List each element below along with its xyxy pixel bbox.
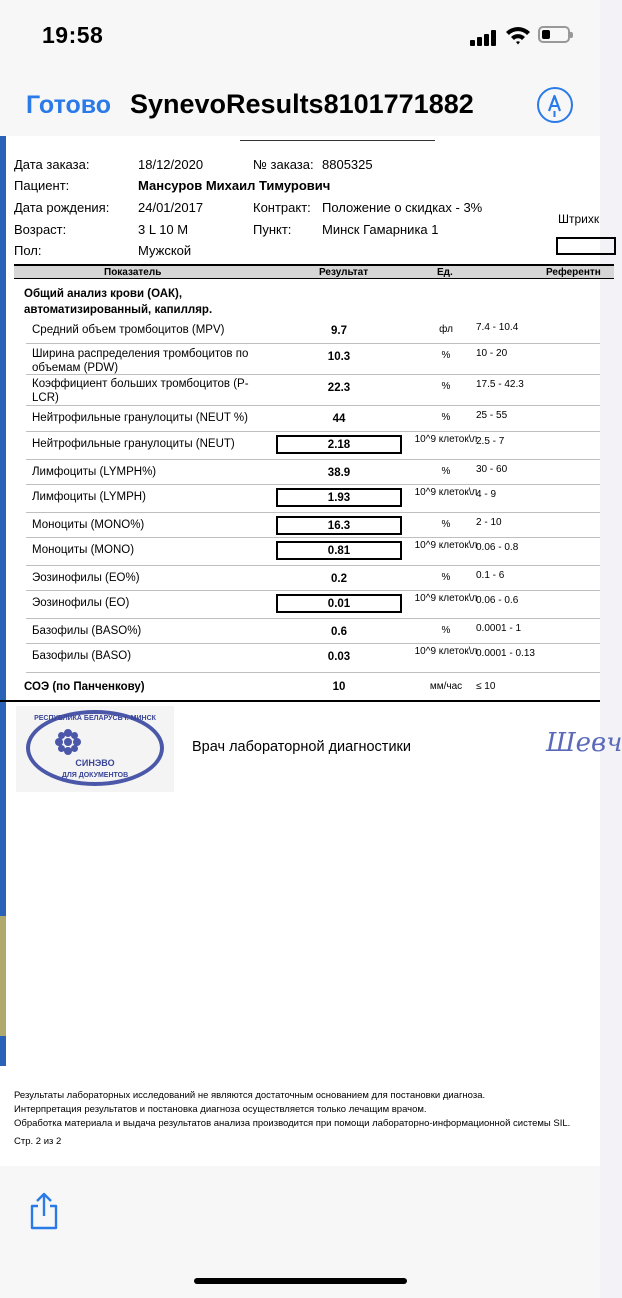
row-unit: % [441,412,451,423]
document-title: SynevoResults8101771882 [130,89,474,119]
row-result: 16.3 [327,520,351,532]
row-result: 0.01 [327,598,351,610]
order-date-label: Дата заказа: [14,157,90,172]
share-icon[interactable] [26,1191,62,1231]
stamp-center-text: СИНЭВО [75,758,115,768]
row-name: Коэффициент больших тромбоцитов (P-LCR) [32,378,249,404]
header-indicator: Показатель [104,267,162,278]
row-unit: % [441,381,451,392]
wifi-icon [505,25,531,45]
row-name: Нейтрофильные гранулоциты (NEUT) [32,438,235,450]
sex: Мужской [138,243,192,258]
row-reference: 0.06 - 0.6 [476,595,519,606]
row-reference: 0.1 - 6 [476,570,505,581]
bottom-toolbar [0,1166,600,1298]
row-reference: 4 - 9 [476,489,497,500]
table-row [26,618,600,644]
contract-label: Контракт: [253,200,311,215]
table-row [26,405,600,432]
group-title-line-1: Общий анализ крови (ОАК), [24,288,183,300]
soe-reference: ≤ 10 [476,681,496,692]
row-reference: 10 - 20 [476,348,508,359]
patient-label: Пациент: [14,178,70,193]
table-row [26,374,600,406]
row-name: Моноциты (MONO) [32,544,135,556]
barcode-label: Штрихк [558,212,600,226]
home-indicator[interactable] [194,1278,407,1284]
table-row [26,431,600,460]
row-unit: % [441,519,451,530]
row-reference: 17.5 - 42.3 [476,379,524,390]
soe-name: СОЭ (по Панченкову) [24,681,145,693]
point-label: Пункт: [253,222,292,237]
row-unit: % [441,350,451,361]
row-name: Лимфоциты (LYMPH%) [32,466,157,478]
status-time: 19:58 [42,22,104,48]
row-reference: 25 - 55 [476,410,508,421]
barcode [556,237,616,255]
pdf-document[interactable] [0,136,622,1166]
row-result: 44 [332,413,346,425]
row-name: Базофилы (BASO%) [32,625,142,637]
row-reference: 2 - 10 [476,517,502,528]
markup-button[interactable] [537,87,573,123]
markup-pen-icon [539,89,570,120]
row-unit: фл [439,324,453,335]
row-unit: 10^9 клеток\л [414,593,478,604]
lab-stamp [16,706,174,792]
row-result: 2.18 [327,439,351,451]
row-name: Эозинофилы (EO) [32,597,130,609]
row-unit: 10^9 клеток\л [414,646,478,657]
row-name: Эозинофилы (EO%) [32,572,140,584]
cellular-signal-icon [470,29,498,46]
table-row [26,590,600,619]
page-number: Стр. 2 из 2 [14,1136,62,1147]
order-date: 18/12/2020 [138,157,204,172]
divider [240,140,435,141]
order-number: 8805325 [322,157,373,172]
header-unit: Ед. [437,267,453,278]
row-reference: 0.06 - 0.8 [476,542,519,553]
row-reference: 2.5 - 7 [476,436,505,447]
row-name: Нейтрофильные гранулоциты (NEUT %) [32,412,248,424]
soe-result: 10 [332,681,346,693]
row-name: Моноциты (MONO%) [32,519,145,531]
group-title-line-2: автоматизированный, капилляр. [24,304,213,316]
table-header [14,264,614,279]
footer-line-2: Интерпретация результатов и постановка диагноза осуществляется только лечащим врачом. [14,1104,427,1115]
row-unit: 10^9 клеток\л [414,487,478,498]
done-button[interactable]: Готово [26,91,112,119]
table-row [26,317,600,344]
contract: Положение о скидках - 3% [322,200,483,215]
row-result: 0.81 [327,545,351,557]
header-result: Результат [319,267,369,278]
row-result: 0.2 [331,573,347,585]
order-number-label: № заказа: [253,157,314,172]
row-name: Средний объем тромбоцитов (MPV) [32,324,225,336]
table-row [26,643,600,673]
sex-label: Пол: [14,243,42,258]
row-result: 0.03 [327,651,351,663]
birth-date: 24/01/2017 [138,200,204,215]
stamp-bottom-text: ДЛЯ ДОКУМЕНТОВ [61,772,129,779]
row-unit: 10^9 клеток\л [414,434,478,445]
soe-unit: мм/час [429,681,463,692]
row-result: 0.6 [331,626,347,638]
row-reference: 0.0001 - 0.13 [476,648,535,659]
row-unit: % [441,625,451,636]
table-row [26,565,600,591]
row-result: 22.3 [327,382,351,394]
footer-line-3: Обработка материала и выдача результатов анализа производится при помощи лабораторно-информационной системы SIL. [14,1118,571,1129]
row-result: 9.7 [331,325,347,337]
table-row [26,512,600,538]
row-reference: 7.4 - 10.4 [476,322,519,333]
birth-date-label: Дата рождения: [14,200,110,215]
row-name: Ширина распределения тромбоцитов по объемам (PDW) [32,348,249,374]
footer-line-1: Результаты лабораторных исследований не являются достаточным основанием для постановки диагноза. [14,1090,486,1101]
row-reference: 0.0001 - 1 [476,623,522,634]
table-row [26,343,600,375]
table-row [26,484,600,513]
row-reference: 30 - 60 [476,464,508,475]
stamp-top-text: РЕСПУБЛИКА БЕЛАРУСЬ г. МИНСК [34,715,156,722]
row-result: 38.9 [327,467,351,479]
group-title [24,286,212,318]
row-result: 10.3 [327,351,351,363]
nav-bar [0,80,600,136]
page-decoration [0,916,6,1036]
age: 3 L 10 M [138,222,189,237]
age-label: Возраст: [14,222,67,237]
row-result: 1.93 [327,492,351,504]
header-reference: Референтн [546,267,601,278]
patient-name: Мансуров Михаил Тимурович [138,178,331,193]
battery-icon [538,26,570,43]
row-name: Лимфоциты (LYMPH) [32,491,146,503]
point: Минск Гамарника 1 [322,222,439,237]
row-name: Базофилы (BASO) [32,650,132,662]
doctor-title: Врач лабораторной диагностики [192,739,411,755]
row-unit: % [441,466,451,477]
doctor-signature: Шевч [546,728,622,758]
flower-logo-icon [54,728,82,756]
table-row [26,537,600,566]
table-row [26,459,600,485]
row-unit: % [441,572,451,583]
row-unit: 10^9 клеток\л [414,540,478,551]
soe-row [0,674,600,702]
status-bar [0,0,600,80]
